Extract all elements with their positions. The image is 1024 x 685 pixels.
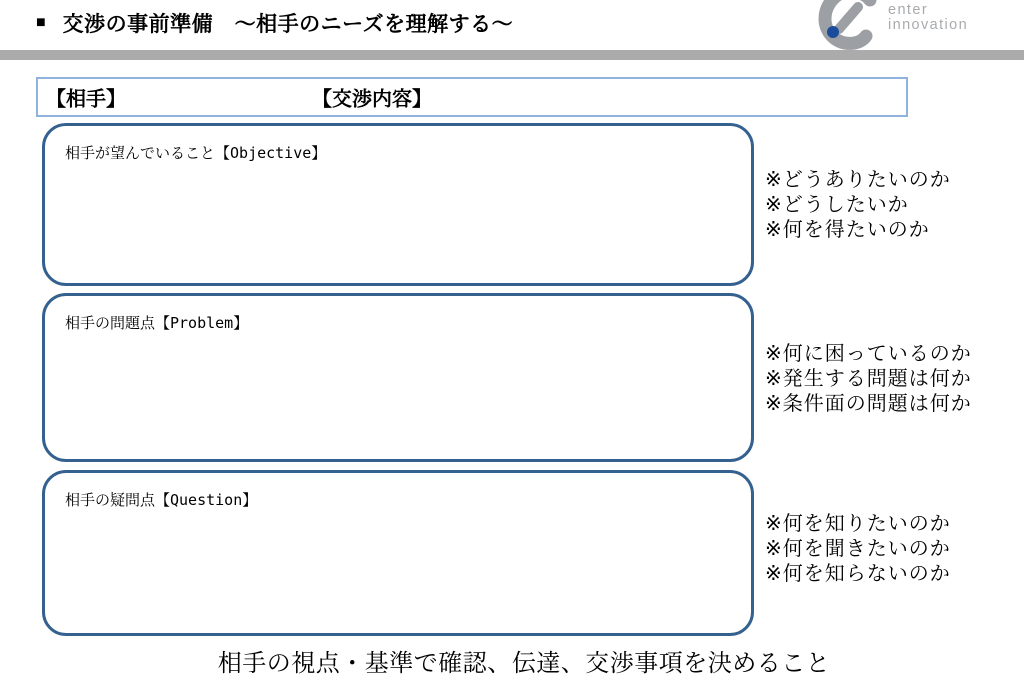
objective-panel — [42, 123, 754, 286]
note-line: ※どうありたいのか — [765, 169, 951, 191]
logo-word-enter: enter — [888, 2, 929, 18]
partner-label: 【相手】 — [46, 88, 126, 111]
note-line: ※発生する問題は何か — [765, 368, 972, 390]
note-line: ※条件面の問題は何か — [765, 393, 972, 415]
objective-panel-label: 相手が望んでいること【Objective】 — [65, 144, 327, 162]
divider-bar — [0, 50, 1024, 60]
problem-panel-label: 相手の問題点【Problem】 — [65, 314, 249, 332]
note-line: ※何を得たいのか — [765, 219, 930, 241]
logo-wordmark — [888, 3, 968, 33]
company-logo — [800, 0, 1024, 52]
negotiation-content-label: 【交渉内容】 — [312, 88, 432, 111]
footer-statement: 相手の視点・基準で確認、伝達、交渉事項を決めること — [217, 650, 831, 677]
note-line: ※何を知りたいのか — [765, 513, 951, 535]
note-line: ※何に困っているのか — [765, 343, 972, 365]
problem-panel — [42, 293, 754, 462]
partner-content-header-box — [36, 77, 908, 117]
question-panel — [42, 470, 754, 636]
question-panel-label: 相手の疑問点【Question】 — [65, 491, 258, 509]
note-line: ※何を聞きたいのか — [765, 538, 951, 560]
page-title: 交渉の事前準備 ～相手のニーズを理解する～ — [62, 13, 514, 36]
problem-notes — [765, 342, 972, 417]
question-notes — [765, 512, 951, 587]
title-row — [36, 8, 513, 38]
logo-word-innovation: innovation — [888, 17, 969, 33]
note-line: ※何を知らないのか — [765, 563, 951, 585]
title-bullet-icon: ■ — [36, 14, 46, 31]
note-line: ※どうしたいか — [765, 194, 909, 216]
objective-notes — [765, 168, 951, 243]
